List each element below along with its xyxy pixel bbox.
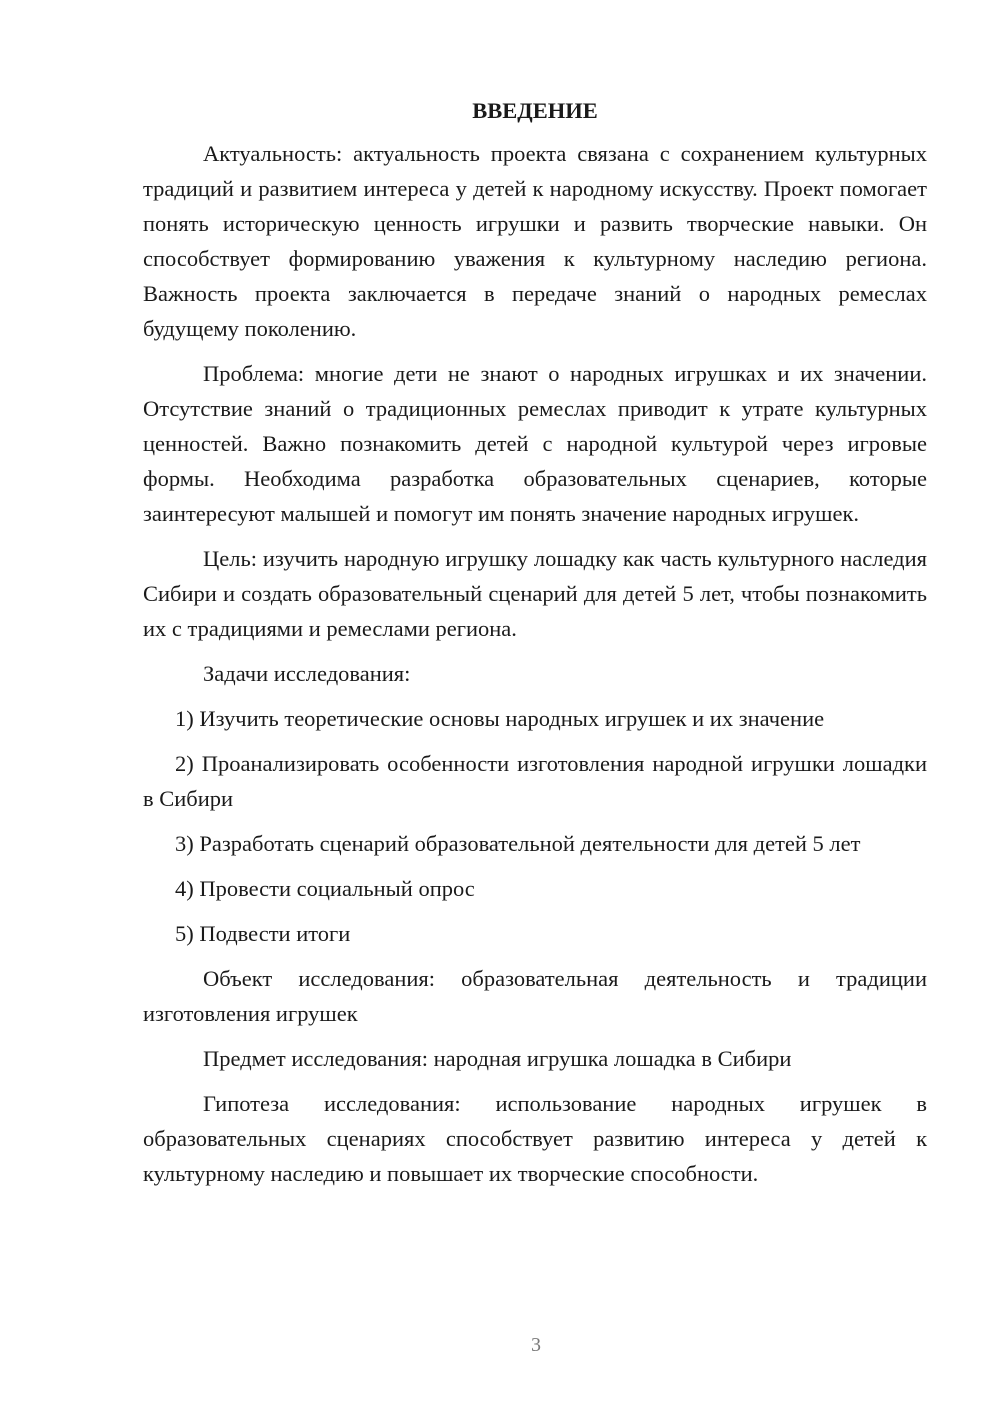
goal-paragraph: Цель: изучить народную игрушку лошадку как часть культурного наследия Сибири и создать образовательный сценарий для детей 5 лет, чтобы познакомить их с традициями и ремеслами региона.	[143, 546, 927, 641]
section-heading: ВВЕДЕНИЕ	[472, 98, 598, 123]
relevance-paragraph: Актуальность: актуальность проекта связана с сохранением культурных традиций и развитием интереса у детей к народному искусству. Проект помогает понять историческую ценность игрушки и развить творческие навыки. Он способствует формированию уважения к культурному наследию региона. Важность проекта заключается в передаче знаний о народных ремеслах будущему поколению.	[143, 141, 927, 341]
task-item-3: 3) Разработать сценарий образовательной деятельности для детей 5 лет	[175, 831, 861, 856]
task-item-2: 2) Проанализировать особенности изготовления народной игрушки лошадки в Сибири	[143, 751, 927, 811]
tasks-title: Задачи исследования:	[203, 661, 411, 686]
task-item-1: 1) Изучить теоретические основы народных игрушек и их значение	[175, 706, 825, 731]
problem-paragraph: Проблема: многие дети не знают о народных игрушках и их значении. Отсутствие знаний о традиционных ремеслах приводит к утрате культурных ценностей. Важно познакомить детей с народной культурой через игровые формы. Необходима разработка образовательных сценариев, которые заинтересуют малышей и помогут им понять значение народных игрушек.	[143, 361, 927, 526]
page-content	[143, 96, 927, 1201]
task-item-5: 5) Подвести итоги	[175, 921, 351, 946]
page-number: 3	[531, 1334, 541, 1356]
hypothesis-paragraph: Гипотеза исследования: использование народных игрушек в образовательных сценариях способствует развитию интереса у детей к культурному наследию и повышает их творческие способности.	[143, 1091, 927, 1186]
task-item-4: 4) Провести социальный опрос	[175, 876, 475, 901]
subject-paragraph: Предмет исследования: народная игрушка лошадка в Сибири	[203, 1046, 792, 1071]
object-paragraph: Объект исследования: образовательная деятельность и традиции изготовления игрушек	[143, 966, 927, 1026]
